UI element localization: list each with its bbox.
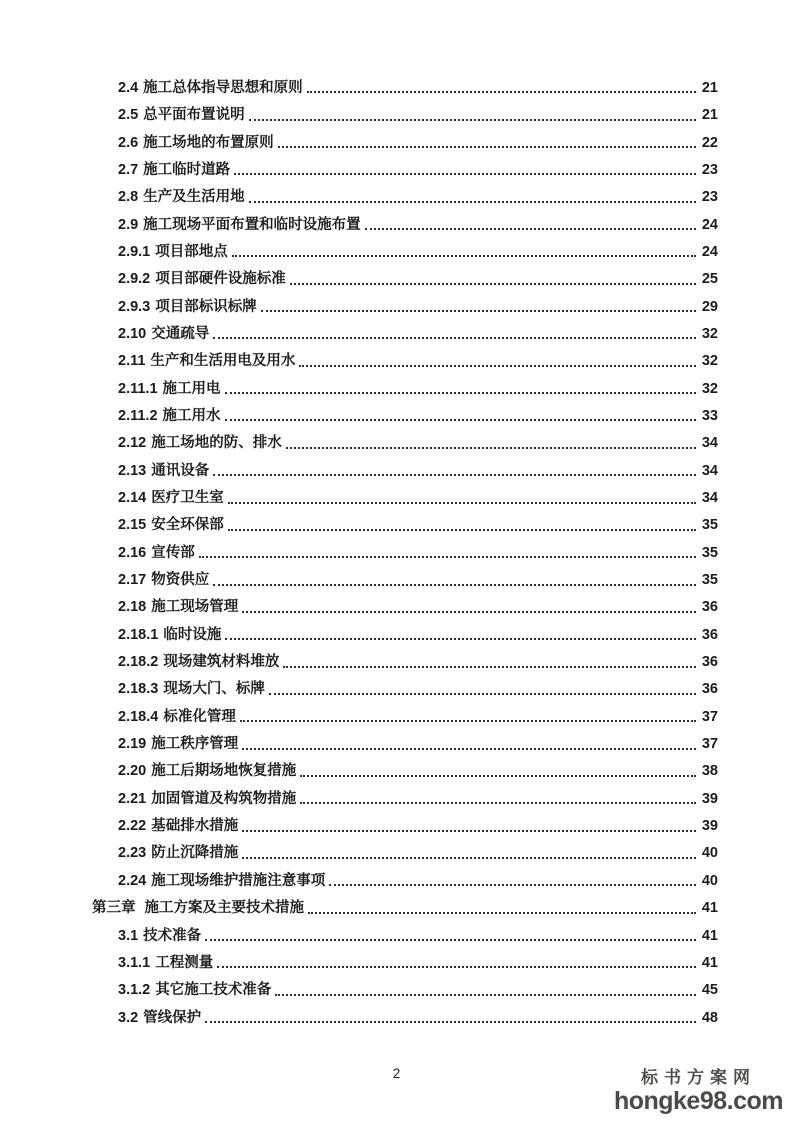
toc-entry[interactable]: [92, 890, 718, 917]
toc-entry[interactable]: [92, 863, 718, 890]
toc-dot-leader: [205, 939, 696, 941]
toc-entry[interactable]: [92, 535, 718, 562]
toc-entry-title: 基础排水措施: [151, 818, 239, 835]
toc-entry[interactable]: [92, 836, 718, 863]
toc-dot-leader: [269, 693, 696, 695]
toc-dot-leader: [286, 447, 696, 449]
toc-entry-number: 2.18.1: [118, 626, 159, 643]
toc-entry-page: 35: [701, 544, 718, 561]
toc-entry-title: 施工现场平面布置和临时设施布置: [143, 216, 361, 233]
toc-dot-leader: [275, 994, 696, 996]
toc-entry[interactable]: [92, 508, 718, 535]
toc-entry-number: 2.17: [118, 572, 147, 589]
toc-entry-page: 32: [701, 353, 718, 370]
toc-entry-page: 34: [701, 435, 718, 452]
toc-entry[interactable]: [92, 672, 718, 699]
toc-entry-number: 2.13: [118, 462, 147, 479]
toc-dot-leader: [249, 201, 696, 203]
toc-entry-number: 2.6: [118, 134, 139, 151]
toc-entry-page: 32: [701, 325, 718, 342]
toc-entry-number: 3.2: [118, 1009, 139, 1026]
toc-dot-leader: [217, 966, 696, 968]
toc-entry-title: 施工方案及主要技术措施: [144, 900, 304, 917]
toc-entry-number: 2.9: [118, 216, 139, 233]
toc-entry-title: 施工后期场地恢复措施: [151, 763, 297, 780]
toc-entry-number: 2.15: [118, 517, 147, 534]
toc-entry-title: 通讯设备: [151, 462, 210, 479]
toc-dot-leader: [213, 337, 696, 339]
toc-entry[interactable]: [92, 754, 718, 781]
toc-entry-title: 现场建筑材料堆放: [163, 654, 280, 671]
toc-entry-title: 交通疏导: [151, 325, 210, 342]
toc-entry-page: 25: [701, 271, 718, 288]
toc-entry-title: 施工用电: [162, 380, 221, 397]
toc-entry[interactable]: [92, 972, 718, 999]
toc-entry-number: 2.8: [118, 189, 139, 206]
toc-entry-number: 2.18: [118, 599, 147, 616]
toc-dot-leader: [242, 611, 696, 613]
toc-entry[interactable]: [92, 97, 718, 124]
toc-entry-number: 2.18.4: [118, 708, 159, 725]
toc-entry-number: 2.11.1: [118, 380, 158, 397]
toc-entry[interactable]: [92, 699, 718, 726]
toc-entry-page: 41: [701, 927, 718, 944]
toc-entry[interactable]: [92, 425, 718, 452]
toc-entry-page: 23: [701, 161, 718, 178]
toc-entry[interactable]: [92, 125, 718, 152]
toc-entry[interactable]: [92, 590, 718, 617]
toc-entry-number: 2.9.2: [118, 271, 151, 288]
watermark: [614, 1069, 783, 1114]
toc-dot-leader: [225, 638, 696, 640]
toc-entry[interactable]: [92, 918, 718, 945]
toc-entry-number: 2.9.1: [118, 243, 151, 260]
toc-entry-page: 23: [701, 189, 718, 206]
toc-entry[interactable]: [92, 207, 718, 234]
toc-entry-title: 施工现场管理: [151, 599, 239, 616]
toc-entry-page: 39: [701, 818, 718, 835]
toc-entry-title: 管线保护: [143, 1009, 202, 1026]
toc-entry-number: 3.1.2: [118, 982, 151, 999]
toc-dot-leader: [228, 502, 696, 504]
toc-entry-page: 40: [701, 872, 718, 889]
toc-dot-leader: [213, 584, 696, 586]
toc-entry-title: 其它施工技术准备: [155, 982, 272, 999]
toc-entry-title: 施工现场维护措施注意事项: [151, 872, 326, 889]
toc-entry-number: 2.18.2: [118, 654, 159, 671]
toc-entry-title: 医疗卫生室: [151, 490, 224, 506]
toc-entry-title: 标准化管理: [163, 708, 236, 725]
table-of-contents: [92, 70, 718, 1027]
toc-entry-page: 34: [701, 490, 718, 506]
toc-entry[interactable]: [92, 945, 718, 972]
toc-entry-page: 36: [701, 681, 718, 698]
toc-entry[interactable]: [92, 316, 718, 343]
toc-dot-leader: [225, 419, 696, 421]
toc-entry-title: 项目部地点: [155, 243, 228, 260]
toc-dot-leader: [300, 775, 696, 777]
toc-entry[interactable]: [92, 152, 718, 179]
toc-entry[interactable]: [92, 644, 718, 671]
toc-dot-leader: [278, 146, 696, 148]
toc-entry[interactable]: [92, 808, 718, 835]
toc-entry-page: 24: [701, 243, 718, 260]
toc-entry-number: 2.10: [118, 325, 147, 342]
toc-entry-page: 29: [701, 298, 718, 315]
toc-entry-number: 2.14: [118, 490, 147, 506]
toc-dot-leader: [232, 255, 696, 257]
toc-entry-number: 2.7: [118, 161, 139, 178]
toc-entry-number: 2.4: [118, 79, 139, 96]
toc-entry[interactable]: [92, 726, 718, 753]
toc-entry-page: 22: [701, 134, 718, 151]
toc-entry-title: 宣传部: [151, 544, 195, 561]
toc-entry-title: 生产及生活用地: [143, 189, 245, 206]
toc-entry-number: 2.20: [118, 763, 147, 780]
toc-entry-title: 生产和生活用电及用水: [150, 353, 296, 370]
toc-entry[interactable]: [92, 562, 718, 589]
toc-entry-title: 施工场地的防、排水: [151, 435, 282, 452]
toc-entry-number: 2.22: [118, 818, 147, 835]
toc-entry-page: 35: [701, 517, 718, 534]
toc-entry[interactable]: [92, 371, 718, 398]
toc-dot-leader: [240, 720, 696, 722]
toc-entry-number: 2.19: [118, 736, 147, 753]
toc-entry[interactable]: [92, 480, 718, 507]
toc-entry-title: 施工场地的布置原则: [143, 134, 274, 151]
toc-entry-title: 项目部标识标牌: [155, 298, 257, 315]
toc-entry-page: 38: [701, 763, 718, 780]
toc-entry-number: 3.1.1: [118, 954, 151, 971]
toc-dot-leader: [261, 310, 696, 312]
toc-entry-title: 加固管道及构筑物措施: [151, 790, 297, 807]
toc-dot-leader: [242, 857, 696, 859]
toc-entry-title: 临时设施: [163, 626, 222, 643]
watermark-site-url: hongke98.com: [613, 1087, 783, 1115]
toc-entry-title: 物资供应: [151, 572, 210, 589]
toc-entry[interactable]: [92, 781, 718, 808]
toc-entry-page: 36: [701, 599, 718, 616]
toc-dot-leader: [234, 173, 696, 175]
toc-entry-page: 32: [701, 380, 718, 397]
toc-entry-number: 2.11: [118, 353, 146, 370]
toc-entry-number: 第三章: [92, 900, 136, 917]
toc-dot-leader: [307, 91, 696, 93]
toc-entry-page: 45: [701, 982, 718, 999]
toc-entry[interactable]: [92, 343, 718, 370]
toc-dot-leader: [300, 802, 696, 804]
toc-entry[interactable]: [92, 261, 718, 288]
toc-entry-number: 2.11.2: [118, 407, 158, 424]
toc-entry-title: 施工用水: [162, 407, 221, 424]
toc-entry-title: 安全环保部: [151, 517, 224, 534]
toc-entry[interactable]: [92, 453, 718, 480]
watermark-site-name: 标书方案网: [640, 1068, 756, 1087]
toc-entry[interactable]: [92, 70, 718, 97]
toc-entry[interactable]: [92, 1000, 718, 1027]
toc-entry-page: 37: [701, 736, 718, 753]
toc-dot-leader: [242, 830, 696, 832]
toc-entry[interactable]: [92, 289, 718, 316]
toc-entry-page: 33: [701, 407, 718, 424]
toc-entry-page: 21: [701, 79, 718, 96]
toc-dot-leader: [290, 283, 696, 285]
toc-dot-leader: [242, 748, 696, 750]
toc-dot-leader: [225, 392, 696, 394]
toc-entry[interactable]: [92, 617, 718, 644]
toc-entry-page: 39: [701, 790, 718, 807]
toc-dot-leader: [213, 474, 696, 476]
toc-entry[interactable]: [92, 234, 718, 261]
toc-entry-page: 34: [701, 462, 718, 479]
toc-entry-page: 36: [701, 654, 718, 671]
toc-entry-number: 2.9.3: [118, 298, 151, 315]
toc-entry-number: 2.16: [118, 544, 147, 561]
toc-entry-page: 21: [701, 107, 718, 124]
toc-dot-leader: [199, 556, 696, 558]
toc-entry-page: 48: [701, 1009, 718, 1026]
toc-entry-page: 35: [701, 572, 718, 589]
toc-entry[interactable]: [92, 179, 718, 206]
toc-entry-title: 技术准备: [143, 927, 202, 944]
toc-dot-leader: [228, 529, 696, 531]
toc-entry-title: 施工临时道路: [143, 161, 231, 178]
toc-entry-title: 防止沉降措施: [151, 845, 239, 862]
toc-entry-title: 施工总体指导思想和原则: [143, 79, 303, 96]
toc-entry-page: 41: [701, 900, 718, 917]
toc-entry[interactable]: [92, 398, 718, 425]
toc-entry-title: 现场大门、标牌: [163, 681, 265, 698]
toc-entry-page: 36: [701, 626, 718, 643]
toc-entry-page: 41: [701, 954, 718, 971]
toc-dot-leader: [308, 912, 696, 914]
toc-entry-title: 总平面布置说明: [143, 107, 245, 124]
toc-dot-leader: [249, 119, 696, 121]
toc-entry-number: 2.12: [118, 435, 147, 452]
toc-entry-title: 工程测量: [155, 954, 214, 971]
page-number: 2: [392, 1066, 401, 1081]
toc-dot-leader: [365, 228, 696, 230]
toc-dot-leader: [299, 365, 696, 367]
toc-dot-leader: [205, 1021, 696, 1023]
toc-entry-number: 2.24: [118, 872, 147, 889]
toc-entry-number: 2.5: [118, 107, 139, 124]
toc-entry-number: 3.1: [118, 927, 139, 944]
toc-entry-number: 2.23: [118, 845, 147, 862]
toc-entry-page: 37: [701, 708, 718, 725]
toc-entry-page: 24: [701, 216, 718, 233]
toc-dot-leader: [329, 884, 696, 886]
toc-entry-number: 2.21: [118, 790, 147, 807]
toc-entry-number: 2.18.3: [118, 681, 159, 698]
toc-dot-leader: [283, 666, 696, 668]
toc-entry-page: 40: [701, 845, 718, 862]
toc-entry-title: 项目部硬件设施标准: [155, 271, 286, 288]
toc-entry-title: 施工秩序管理: [151, 736, 239, 753]
